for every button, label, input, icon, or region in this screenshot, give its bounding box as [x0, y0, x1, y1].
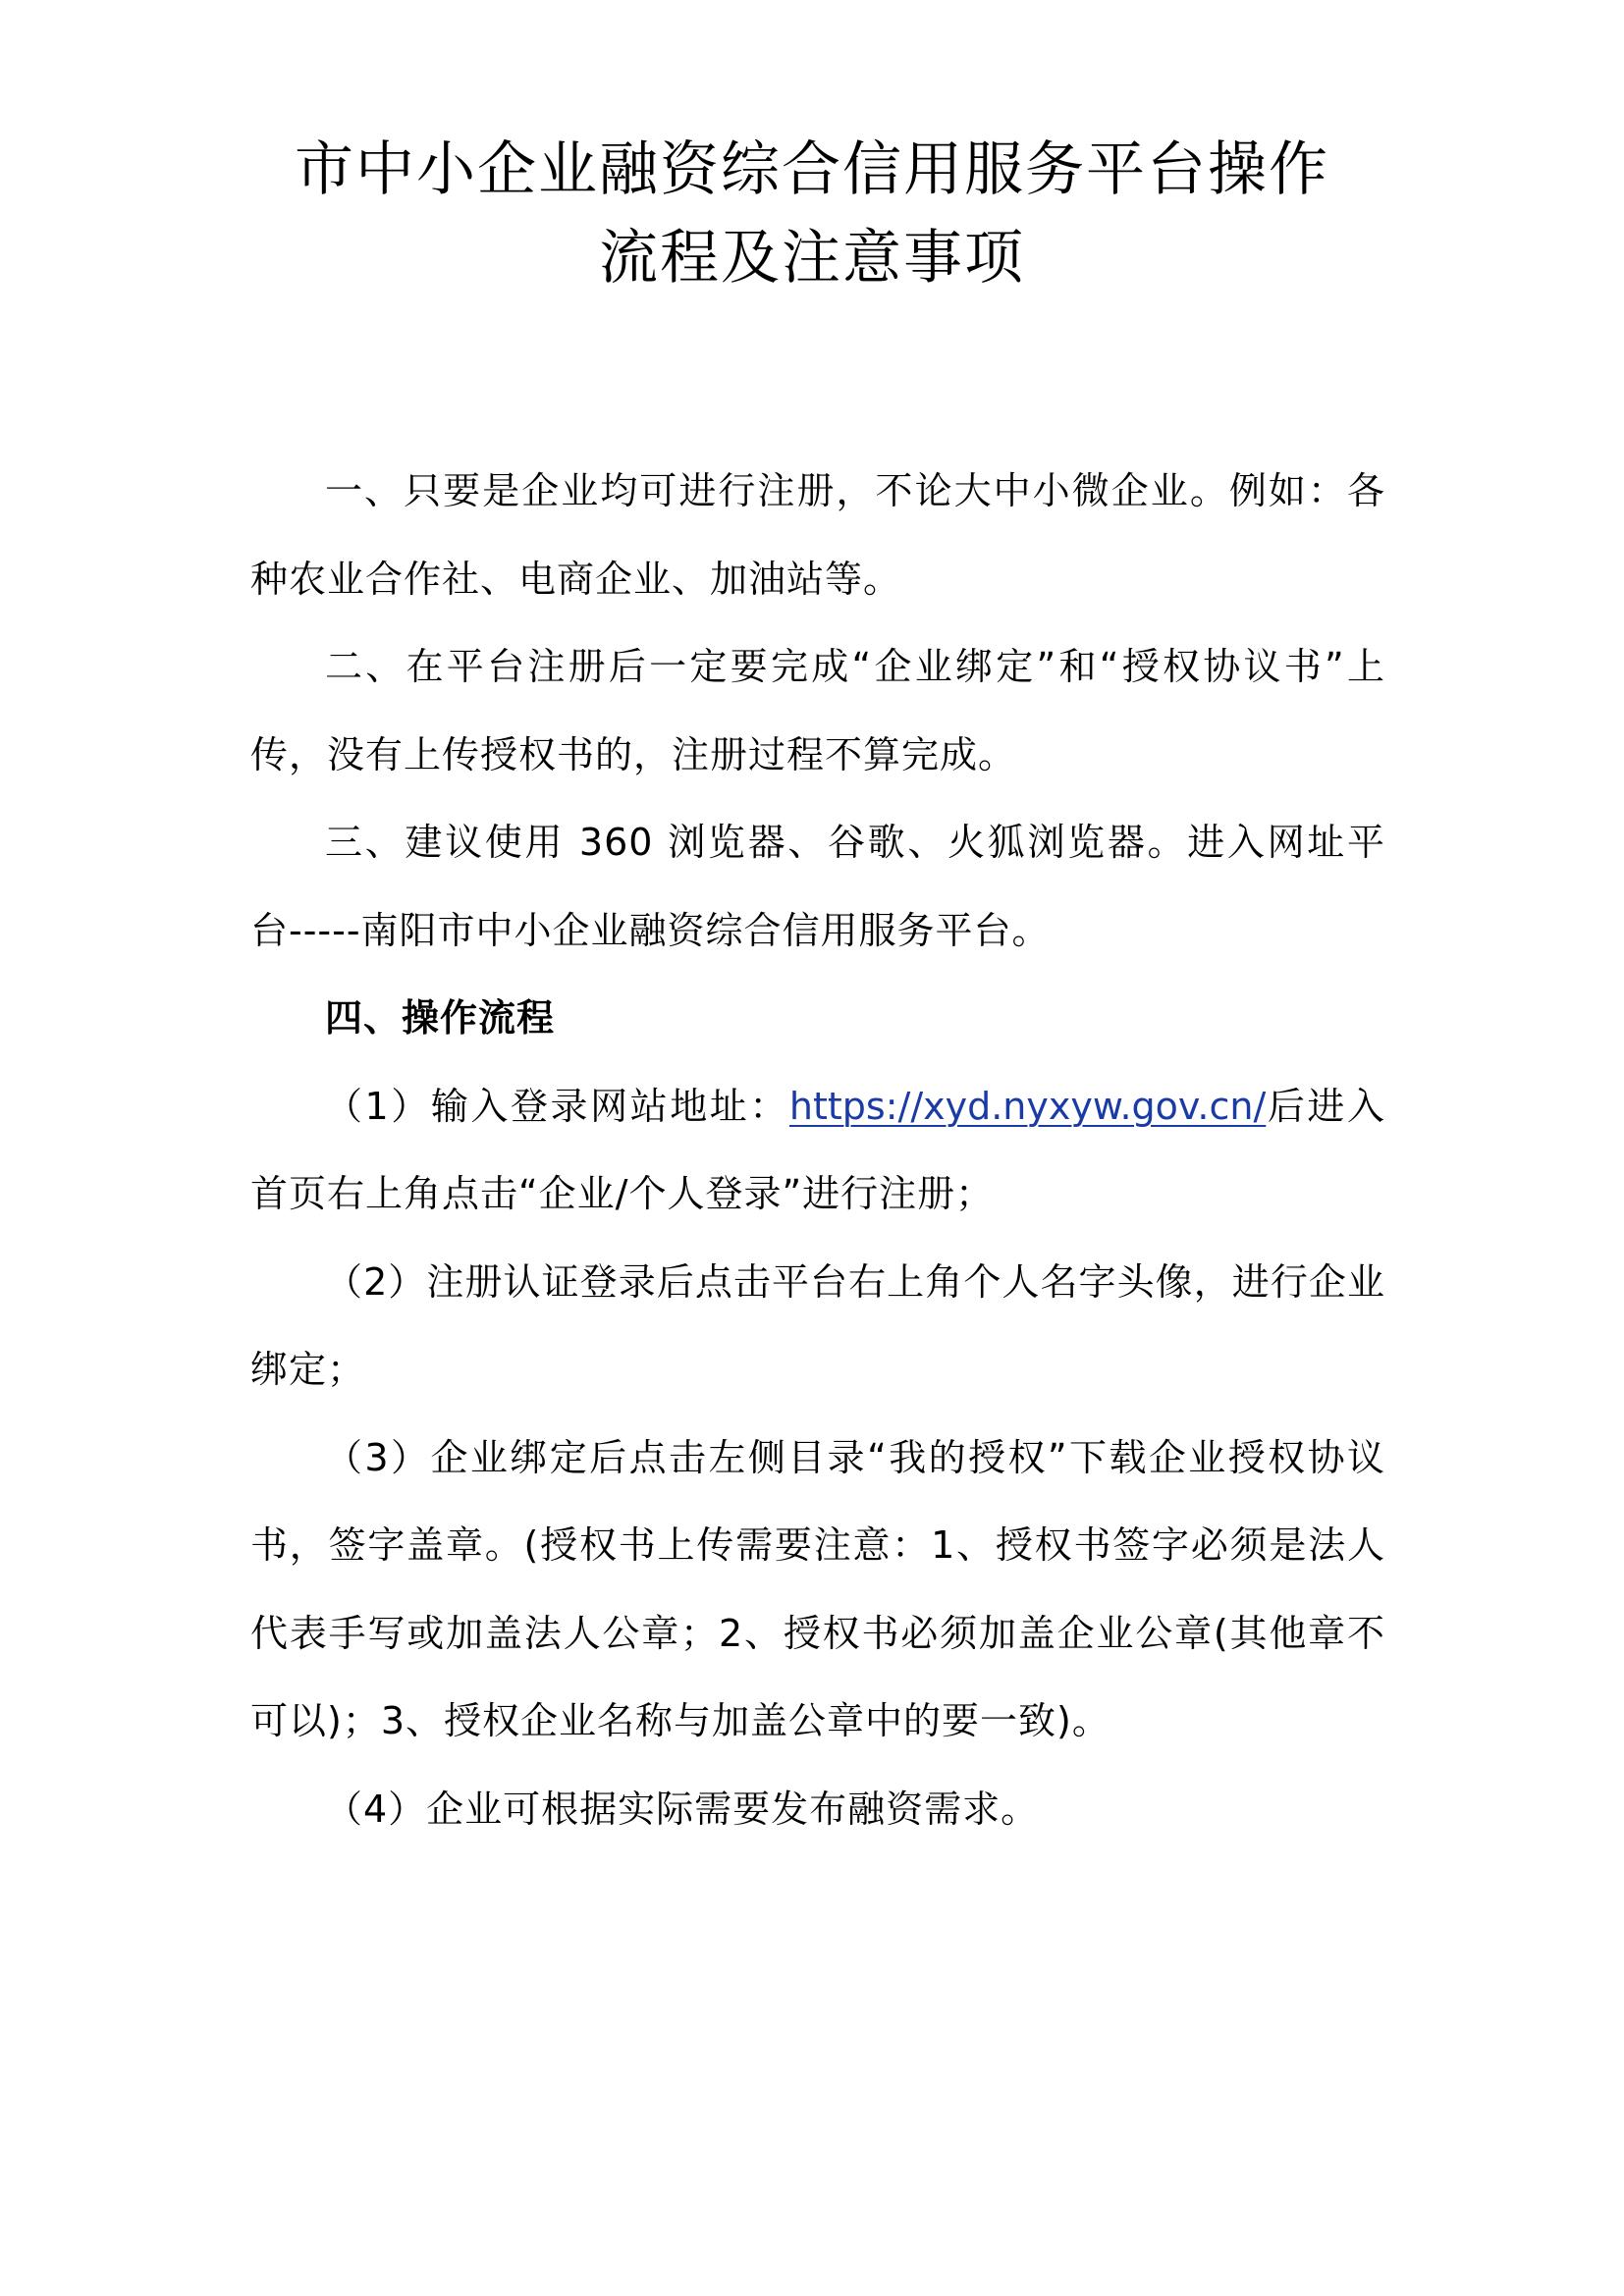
step-4: （4）企业可根据实际需要发布融资需求。 — [325, 1787, 1040, 1831]
paragraph-binding-requirement: 二、在平台注册后一定要完成“企业绑定”和“授权协议书”上传，没有上传授权书的，注册过程不算完成。 — [250, 645, 1385, 776]
paragraph-browser-advice: 三、建议使用 360 浏览器、谷歌、火狐浏览器。进入网址平台-----南阳市中小企业融资综合信用服务平台。 — [250, 821, 1385, 952]
section-heading-operation-flow: 四、操作流程 — [325, 996, 556, 1040]
step-3: （3）企业绑定后点击左侧目录“我的授权”下载企业授权协议书，签字盖章。(授权书上传需要注意：1、授权书签字必须是法人代表手写或加盖法人公章；2、授权书必须加盖企业公章(其他章不可以)；3、授权企业名称与加盖公章中的要一致)。 — [250, 1435, 1385, 1742]
paragraph-registration-scope: 一、只要是企业均可进行注册，不论大中小微企业。例如：各种农业合作社、电商企业、加油站等。 — [250, 469, 1385, 601]
title-line-1: 市中小企业融资综合信用服务平台操作 — [295, 135, 1329, 204]
title-line-2: 流程及注意事项 — [599, 224, 1025, 293]
step-2: （2）注册认证登录后点击平台右上角个人名字头像，进行企业绑定； — [250, 1259, 1385, 1391]
document-body — [250, 448, 1385, 1853]
document-title — [0, 126, 1624, 302]
step-1-text-after: 后进入首页右上角点击“企业/个人登录”进行注册； — [250, 1084, 1385, 1215]
step-1 — [250, 1063, 1385, 1239]
website-link[interactable]: https://xyd.nyxyw.gov.cn/ — [788, 1084, 1267, 1128]
step-1-text: （1）输入登录网站地址： — [325, 1084, 789, 1128]
